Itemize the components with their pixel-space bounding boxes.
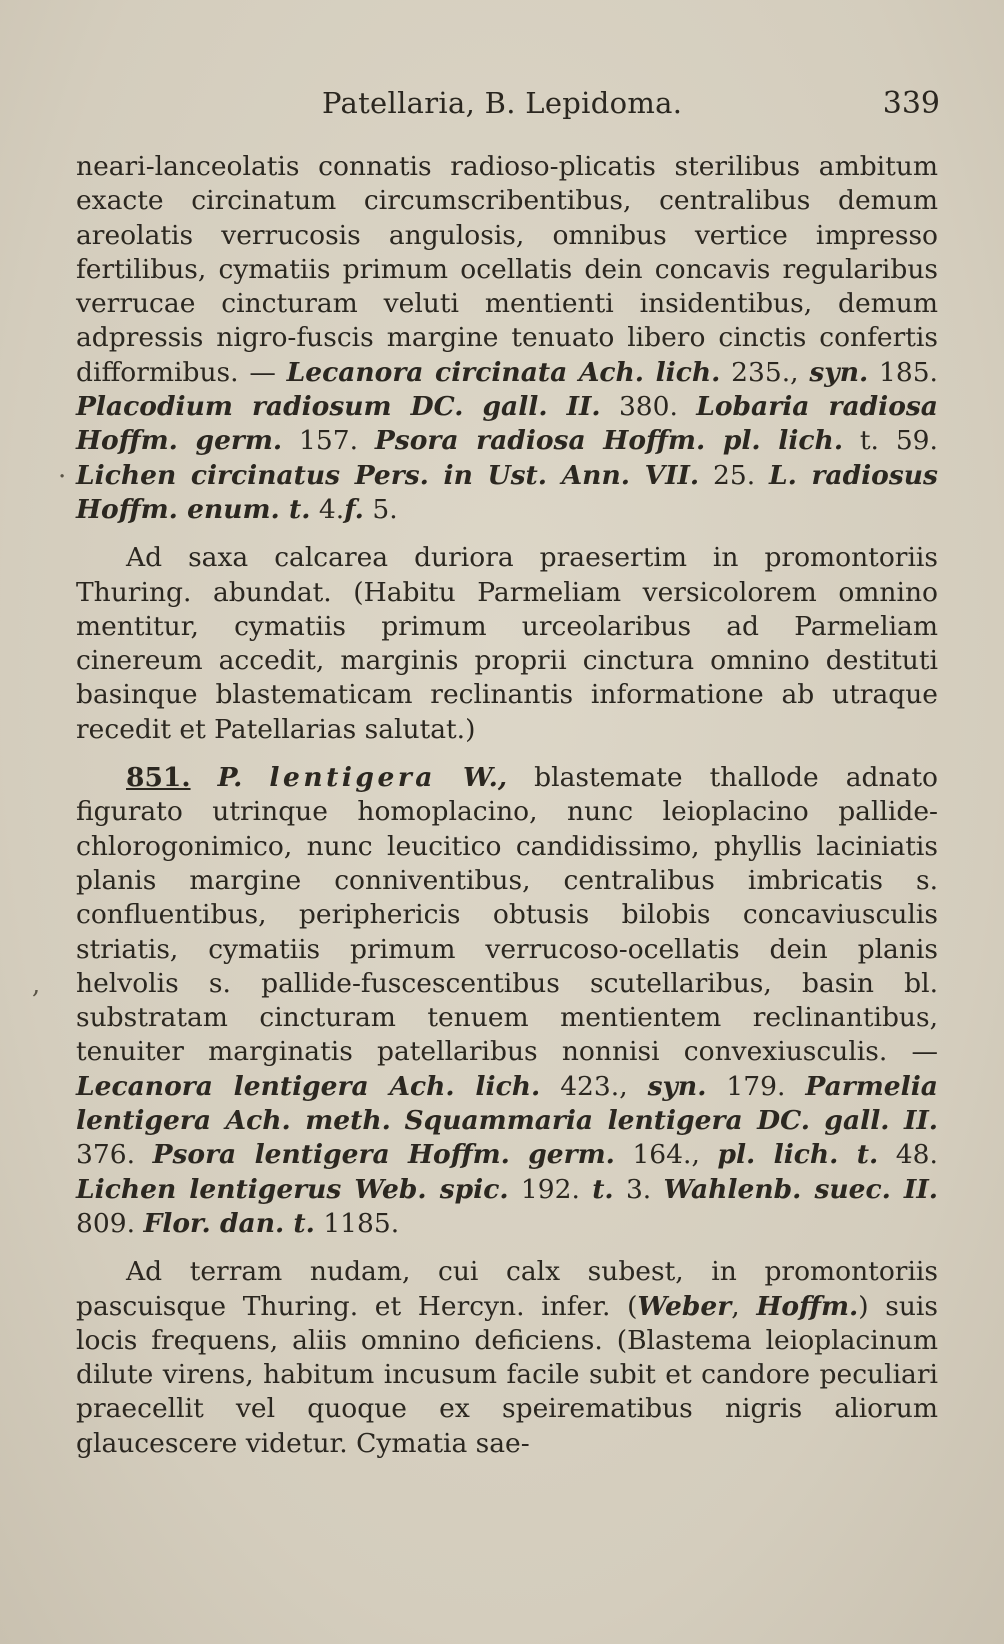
reference-number: 4. — [318, 493, 345, 525]
text-body — [76, 150, 938, 1461]
synonym-reference: Lichen lentigerus Web. spic. — [76, 1173, 509, 1205]
synonym-reference: L. radiosus Hoffm. enum. t. — [76, 459, 938, 525]
reference-number: 380. — [618, 391, 678, 423]
synonym-reference: syn. — [647, 1070, 707, 1102]
reference-number: 809. — [76, 1207, 136, 1239]
synonym-reference: Lecanora circinata Ach. lich. — [286, 356, 721, 388]
reference-number: t. 59. — [859, 425, 938, 457]
separator: , — [731, 1290, 740, 1322]
synonym-reference: Parmelia lentigera Ach. meth. — [76, 1070, 938, 1137]
synonym-reference: Placodium radiosum DC. gall. II. — [76, 391, 601, 423]
reference-figure-label: f. — [344, 493, 364, 525]
synonym-reference: t. — [592, 1173, 614, 1205]
reference-number: 185. — [878, 356, 938, 388]
synonym-reference: Psora radiosa Hoffm. pl. lich. — [374, 425, 844, 457]
species-author: W., — [463, 762, 508, 794]
habitat-text: Ad saxa calcarea duriora praesertim in promontoriis Thuring. abundat. (Habitu Parmeliam versicolorem omnino mentitur, cymatiis primum urceolaribus ad Parmeliam cinereum accedit, marginis proprii cinctura omnino destituti basinque blastematicam reclinantis informatione ab utraque recedit et Patellarias salutat.) — [76, 542, 938, 745]
species-number: 851. — [126, 762, 191, 794]
page-number: 339 — [882, 86, 940, 121]
reference-number: 235., — [731, 356, 799, 388]
reference-number: 3. — [625, 1173, 652, 1205]
paragraph-habitat — [76, 541, 938, 747]
page-header — [80, 86, 940, 126]
synonym-reference: Wahlenb. suec. II. — [663, 1173, 938, 1205]
synonym-reference: Flor. dan. t. — [143, 1207, 315, 1239]
synonym-reference: Psora lentigera Hoffm. germ. — [152, 1139, 615, 1171]
habitat-text-part2: ) suis locis frequens, aliis omnino deficiens. (Blastema leioplacinum dilute virens, habitum incusum facile subit et candore peculiari praecellit vel quoque ex speirematibus nigris aliorum glaucescere videtur. Cymatia sae- — [76, 1290, 938, 1459]
reference-number: 164., — [632, 1139, 700, 1171]
reference-number: 376. — [76, 1139, 136, 1171]
description-text: neari-lanceolatis connatis radioso-plicatis sterilibus ambitum exacte circinatum circumscribentibus, centralibus demum areolatis verrucosis angulosis, omnibus vertice impresso fertilibus, cymatiis primum ocellatis dein concavis regularibus verrucae cincturam veluti mentienti insidentibus, demum adpressis nigro-fuscis margine tenuato libero cinctis confertis difformibus. — — [76, 151, 938, 388]
margin-tick: , — [32, 970, 41, 1000]
collector-name: Weber — [637, 1290, 732, 1322]
reference-number: 5. — [372, 493, 398, 525]
reference-number: 192. — [520, 1173, 580, 1205]
species-genus: P. — [217, 762, 243, 794]
synonym-reference: Lichen circinatus Pers. in Ust. Ann. VII. — [76, 459, 700, 491]
species-epithet: lentigera — [269, 762, 436, 794]
margin-dot: · — [58, 462, 67, 492]
synonym-reference: syn. — [809, 356, 869, 388]
reference-number: 157. — [299, 425, 359, 457]
reference-number: 423., — [560, 1070, 628, 1102]
running-title: Patellaria, B. Lepidoma. — [322, 86, 683, 120]
species-description: blastemate thallode adnato figurato utrinque homoplacino, nunc leioplacino pallide-chlorogonimico, nunc leucitico candidissimo, phyllis laciniatis planis margine conniventibus, centralibus imbricatis s. confluentibus, periphericis obtusis bilobis concaviusculis striatis, cymatiis primum verrucoso-ocellatis dein planis helvolis s. pallide-fuscescentibus scutellaribus, basin bl. substratam cincturam tenuem mentientem reclinantibus, tenuiter marginatis patellaribus nonnisi convexiusculis. — — [76, 762, 938, 1068]
collector-name: Hoffm. — [756, 1290, 859, 1322]
paragraph-species-entry — [76, 761, 938, 1241]
paragraph-description-continued — [76, 150, 938, 527]
synonym-reference: Lobaria radiosa Hoffm. germ. — [76, 391, 938, 457]
synonym-reference: Lecanora lentigera Ach. lich. — [76, 1070, 541, 1102]
habitat-text-part1: Ad terram nudam, cui calx subest, in promontoriis pascuisque Thuring. et Hercyn. infer. ( — [76, 1256, 938, 1322]
reference-number: 1185. — [323, 1207, 400, 1239]
reference-number: 48. — [895, 1139, 938, 1171]
reference-number: 179. — [726, 1070, 786, 1102]
paragraph-habitat-2 — [76, 1255, 938, 1461]
synonym-reference: pl. lich. t. — [717, 1139, 879, 1171]
reference-number: 25. — [712, 459, 756, 491]
synonym-reference: Squammaria lentigera DC. gall. II. — [404, 1105, 938, 1137]
